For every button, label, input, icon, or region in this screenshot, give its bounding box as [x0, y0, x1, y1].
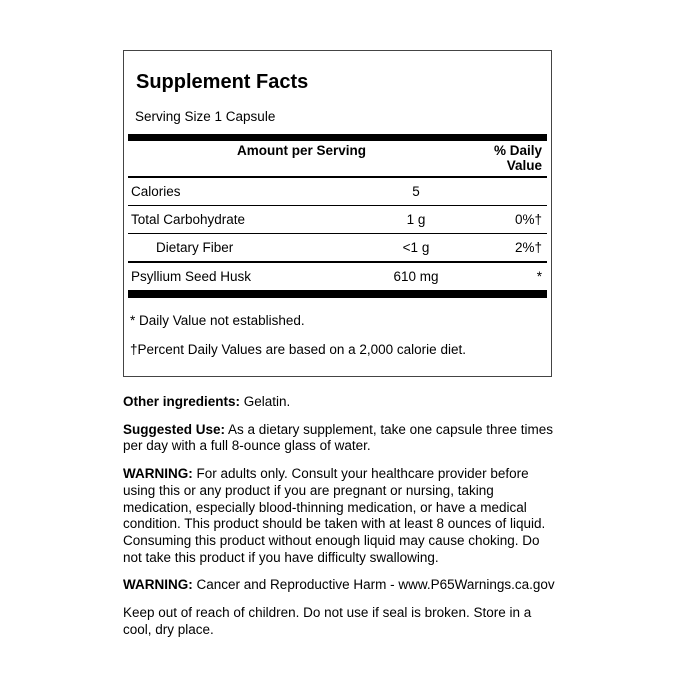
facts-table	[128, 134, 547, 298]
warning-p65-text: Cancer and Reproductive Harm - www.P65Warnings.ca.gov	[196, 577, 555, 593]
suggested-use-text: As a dietary supplement, take one capsule three times per day with a full 8-ounce glass of water.	[123, 421, 553, 454]
nutrient-amount: 1 g	[406, 212, 426, 227]
table-row-calories	[128, 178, 547, 206]
nutrient-name: Calories	[131, 184, 181, 199]
table-row-total-carbohydrate	[128, 206, 547, 234]
label-paragraphs	[123, 394, 561, 638]
table-row-dietary-fiber	[128, 234, 547, 263]
table-row-psyllium-seed-husk	[128, 263, 547, 298]
nutrient-dv: 0%†	[514, 212, 542, 227]
nutrient-amount: <1 g	[402, 240, 430, 255]
nutrient-name: Psyllium Seed Husk	[131, 269, 252, 284]
facts-table-header	[128, 141, 547, 178]
nutrient-name: Total Carbohydrate	[131, 212, 246, 227]
footnotes	[124, 298, 551, 360]
footnote-daily-value: * Daily Value not established.	[130, 313, 305, 328]
warning-label: WARNING:	[123, 466, 193, 482]
other-ingredients-text: Gelatin.	[243, 394, 291, 409]
other-ingredients-paragraph	[123, 394, 561, 411]
nutrient-amount: 5	[412, 184, 420, 199]
panel-title: Supplement Facts	[136, 71, 309, 93]
nutrient-dv: 2%†	[514, 240, 542, 255]
nutrient-name: Dietary Fiber	[156, 240, 234, 255]
serving-size: Serving Size 1 Capsule	[135, 109, 276, 124]
storage-text: Keep out of reach of children. Do not use if seal is broken. Store in a cool, dry place.	[123, 605, 532, 637]
suggested-use-paragraph	[123, 422, 561, 455]
warning-adults-paragraph	[123, 466, 561, 566]
supplement-facts-panel	[123, 50, 552, 377]
other-ingredients-label: Other ingredients:	[123, 394, 241, 409]
storage-paragraph	[123, 605, 561, 638]
footnote-percent-dv: †Percent Daily Values are based on a 2,000 calorie diet.	[130, 342, 466, 357]
suggested-use-label: Suggested Use:	[123, 421, 226, 437]
amount-per-serving-header: Amount per Serving	[236, 143, 366, 158]
warning-text: For adults only. Consult your healthcare provider before using this or any product if you are pregnant or nursing, taking medication, especially blood-thinning medication, or have a medical condition. This product should be taken with at least 8 ounces of liquid. Consuming this product without enough liquid may cause choking. Do not take this product if you have difficulty swallowing.	[123, 466, 546, 565]
label-page	[123, 0, 561, 638]
nutrient-amount: 610 mg	[393, 269, 439, 284]
daily-value-header: % Daily Value	[493, 143, 542, 173]
nutrient-dv: *	[536, 269, 542, 284]
warning-p65-paragraph	[123, 577, 561, 594]
warning-p65-label: WARNING:	[123, 577, 193, 593]
